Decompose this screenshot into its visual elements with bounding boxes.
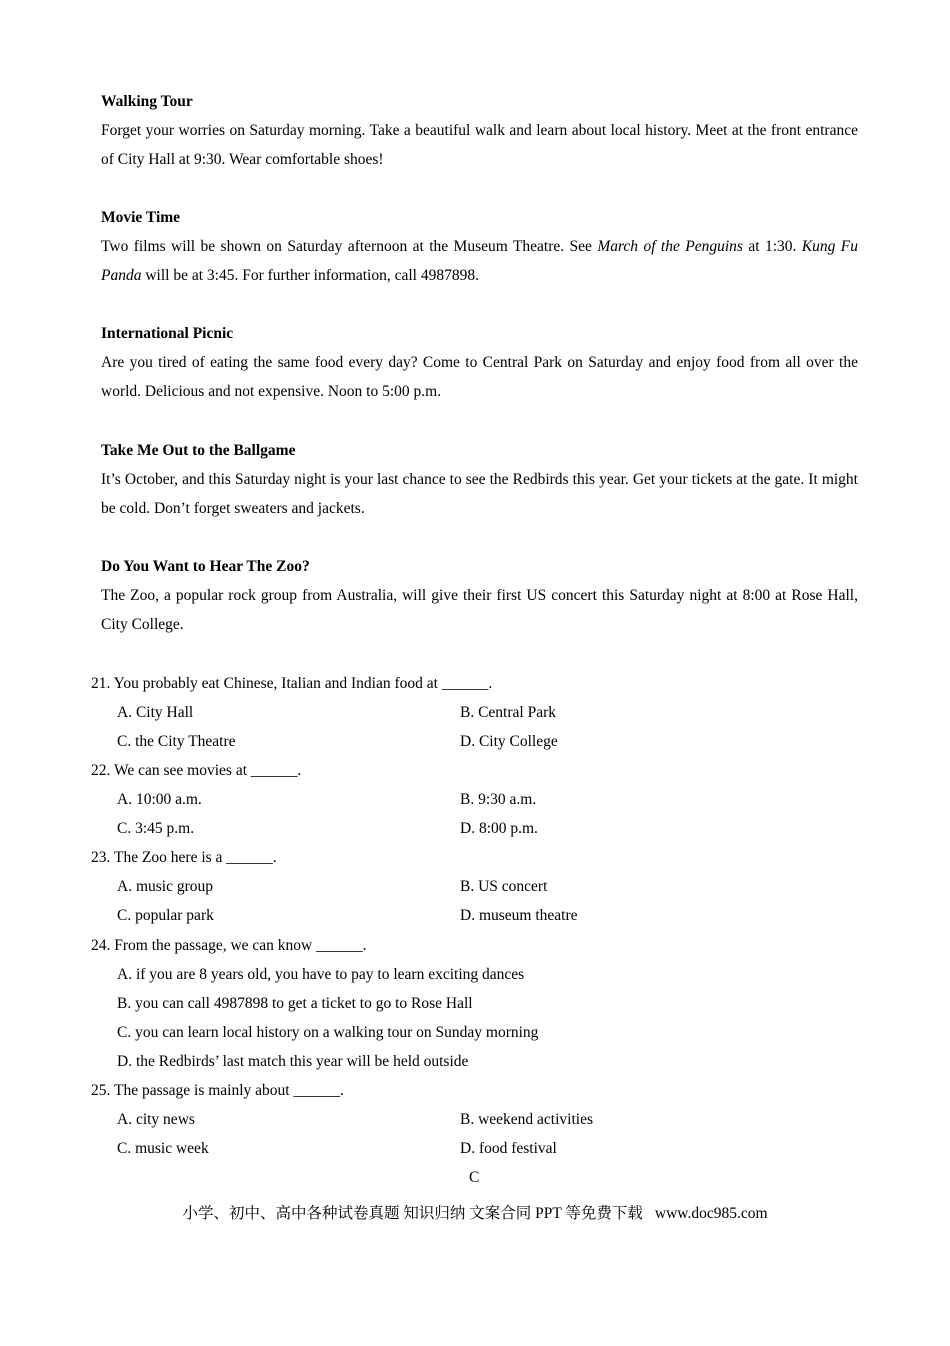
option: C. you can learn local history on a walking tour on Sunday morning [117, 1024, 539, 1041]
option: A. music group [117, 878, 214, 895]
section-international-picnic [101, 319, 858, 406]
option: C. popular park [117, 907, 214, 924]
footer-url: www.doc985.com [654, 1205, 768, 1222]
question-stem: 24. From the passage, we can know ______. [91, 937, 367, 954]
section-title: International Picnic [101, 325, 234, 342]
film-title: Kung Fu Panda [101, 238, 858, 284]
page-footer [0, 1200, 950, 1228]
option: D. food festival [460, 1140, 557, 1157]
section-body: Are you tired of eating the same food every day? Come to Central Park on Saturday and enjoy food from all over the world. Delicious and not expensive. Noon to 5:00 p.m. [101, 354, 858, 400]
section-movie-time [101, 203, 858, 290]
option: A. 10:00 a.m. [117, 791, 202, 808]
option: B. Central Park [460, 704, 556, 721]
section-body [101, 232, 858, 290]
option: D. 8:00 p.m. [460, 820, 538, 837]
option: B. you can call 4987898 to get a ticket to go to Rose Hall [117, 995, 473, 1012]
film-title: March of the Penguins [597, 238, 743, 255]
option: C. music week [117, 1140, 209, 1157]
section-body: It’s October, and this Saturday night is your last chance to see the Redbirds this year. Get your tickets at the gate. It might be cold. Don’t forget sweaters and jackets. [101, 471, 858, 517]
option: B. weekend activities [460, 1111, 593, 1128]
question-stem: 21. You probably eat Chinese, Italian and Indian food at ______. [91, 675, 493, 692]
question-stem: 22. We can see movies at ______. [91, 762, 302, 779]
section-body: The Zoo, a popular rock group from Australia, will give their first US concert this Saturday night at 8:00 at Rose Hall, City College. [101, 587, 858, 633]
next-section-letter: C [469, 1169, 480, 1186]
section-ballgame [101, 436, 858, 523]
option: C. the City Theatre [117, 733, 236, 750]
section-title: Walking Tour [101, 93, 193, 110]
body-text: Two films will be shown on Saturday afternoon at the Museum Theatre. See [101, 238, 598, 255]
question-stem: 23. The Zoo here is a ______. [91, 849, 277, 866]
option: D. the Redbirds’ last match this year will be held outside [117, 1053, 469, 1070]
option: B. 9:30 a.m. [460, 791, 537, 808]
option: D. City College [460, 733, 558, 750]
section-the-zoo [101, 552, 858, 639]
body-text: will be at 3:45. For further information, call 4987898. [141, 267, 479, 284]
section-title: Do You Want to Hear The Zoo? [101, 558, 310, 575]
option: A. if you are 8 years old, you have to pay to learn exciting dances [117, 966, 525, 983]
option: A. city news [117, 1111, 195, 1128]
option: A. City Hall [117, 704, 194, 721]
option: C. 3:45 p.m. [117, 820, 195, 837]
section-title: Take Me Out to the Ballgame [101, 442, 296, 459]
section-body: Forget your worries on Saturday morning. Take a beautiful walk and learn about local history. Meet at the front entrance of City Hall at 9:30. Wear comfortable shoes! [101, 122, 858, 168]
section-walking-tour [101, 87, 858, 174]
option: B. US concert [460, 878, 548, 895]
option: D. museum theatre [460, 907, 578, 924]
question-stem: 25. The passage is mainly about ______. [91, 1082, 344, 1099]
body-text: at 1:30. [742, 238, 802, 255]
section-title: Movie Time [101, 209, 181, 226]
footer-text: 小学、初中、高中各种试卷真题 知识归纳 文案合同 PPT 等免费下载 [182, 1205, 643, 1222]
